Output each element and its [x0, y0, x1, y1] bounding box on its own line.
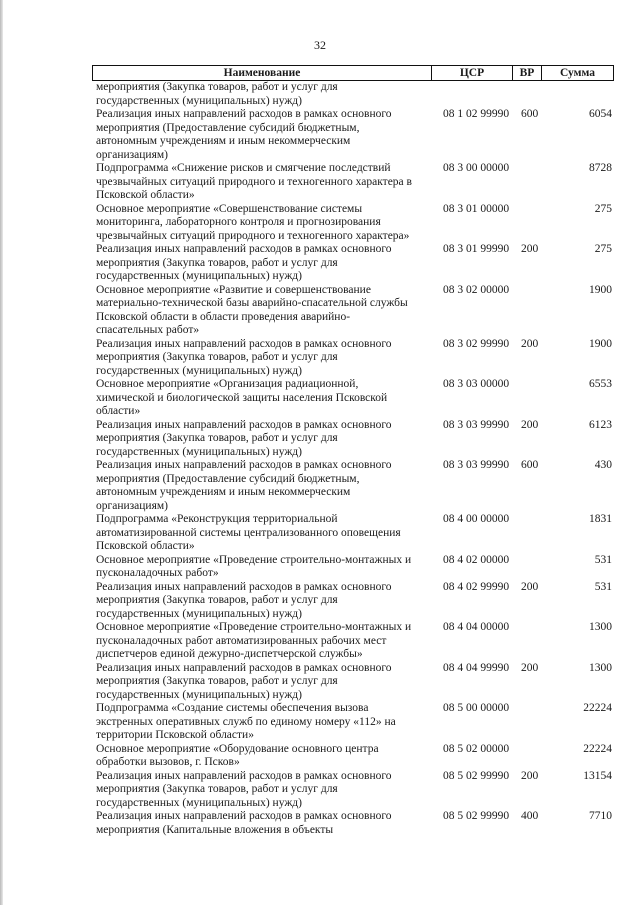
- cell-name: Основное мероприятие «Совершенствование системы мониторинга, лабораторного контроля и прогнозирования чрезвычайных ситуаций природного и техногенного характера»: [96, 202, 410, 242]
- cell-csr: 08 3 01 00000: [443, 202, 510, 215]
- table-row: [92, 743, 614, 770]
- cell-csr: 08 4 04 00000: [443, 621, 510, 633]
- cell-vr: 200: [521, 661, 539, 674]
- cell-name: Подпрограмма «Снижение рисков и смягчение последствий чрезвычайных ситуаций природного и техногенного характера в Псковской области»: [96, 162, 412, 201]
- cell-sum: 22224: [583, 702, 612, 714]
- table-row: [92, 554, 614, 581]
- cell-name: Подпрограмма «Создание системы обеспечения вызова экстренных оперативных служб по единому номеру «112» на территории Псковской области»: [96, 702, 396, 741]
- cell-name: Реализация иных направлений расходов в рамках основного мероприятия (Предоставление субсидий бюджетным, автономным учреждениям и иным некоммерческим организациям): [96, 459, 392, 512]
- cell-vr: 200: [521, 769, 539, 782]
- cell-csr: 08 1 02 99990: [443, 108, 510, 120]
- cell-sum: 22224: [583, 742, 612, 755]
- cell-name: Реализация иных направлений расходов в рамках основного мероприятия (Закупка товаров, работ и услуг для государственных (муниципальных) нужд): [96, 769, 392, 809]
- cell-sum: 6054: [589, 108, 612, 120]
- page-number: 32: [314, 38, 326, 52]
- cell-sum: 531: [594, 553, 612, 566]
- cell-csr: 08 3 02 00000: [443, 283, 510, 296]
- table-row: [92, 702, 614, 743]
- cell-name: Подпрограмма «Реконструкция территориальной автоматизированной системы централизованного оповещения Псковской области»: [96, 513, 401, 552]
- table-row: [92, 459, 614, 513]
- cell-csr: 08 3 01 99990: [443, 243, 510, 255]
- cell-csr: 08 5 02 00000: [443, 742, 510, 755]
- header-sum: Сумма: [560, 67, 595, 79]
- table-row: [92, 419, 614, 460]
- cell-vr: [521, 162, 555, 203]
- cell-csr: 08 5 02 99990: [443, 810, 510, 822]
- cell-name: Основное мероприятие «Оборудование основного центра обработки вызовов, г. Псков»: [96, 742, 379, 768]
- scan-edge-shadow: [0, 0, 3, 905]
- cell-sum: 13154: [583, 769, 612, 782]
- cell-vr: 200: [521, 418, 539, 431]
- cell-sum: 531: [594, 580, 612, 593]
- cell-sum: 6123: [589, 418, 612, 431]
- table-row: [92, 243, 614, 284]
- table-row: [92, 162, 614, 203]
- cell-vr: 200: [521, 337, 539, 350]
- cell-vr: [521, 513, 555, 554]
- cell-name: Основное мероприятие «Организация радиационной, химической и биологической защиты населения Псковской области»: [96, 378, 388, 417]
- cell-csr: 08 3 03 00000: [443, 378, 510, 390]
- table-header: [92, 65, 614, 81]
- cell-name: Реализация иных направлений расходов в рамках основного мероприятия (Капитальные вложения в объекты: [96, 810, 392, 836]
- table-row: [92, 581, 614, 622]
- cell-sum: 6553: [589, 378, 612, 390]
- cell-csr: 08 3 03 99990: [443, 418, 510, 431]
- cell-csr: 08 5 00 00000: [443, 702, 510, 714]
- cell-sum: 1900: [589, 283, 612, 296]
- cell-name: Реализация иных направлений расходов в рамках основного мероприятия (Закупка товаров, работ и услуг для государственных (муниципальных) нужд): [96, 580, 392, 620]
- cell-vr: [521, 284, 555, 338]
- cell-sum: 7710: [589, 810, 612, 822]
- cell-vr: [521, 554, 555, 581]
- cell-name: Основное мероприятие «Проведение строительно-монтажных и пусконаладочных работ автоматизированных рабочих мест диспетчеров единой дежурно-диспетчерской службы»: [96, 621, 412, 660]
- table-row: [92, 621, 614, 662]
- cell-csr: 08 4 00 00000: [443, 513, 510, 525]
- cell-name: Реализация иных направлений расходов в рамках основного мероприятия (Закупка товаров, работ и услуг для государственных (муниципальных) нужд): [96, 243, 392, 282]
- header-name: Наименование: [93, 66, 432, 80]
- cell-name: Основное мероприятие «Проведение строительно-монтажных и пусконаладочных работ»: [96, 553, 412, 579]
- cell-vr: [521, 621, 555, 662]
- cell-vr: [521, 203, 555, 244]
- table-row: [92, 810, 614, 837]
- header-vr: ВР: [513, 66, 542, 80]
- cell-vr: [521, 81, 555, 108]
- cell-sum: 1300: [589, 661, 612, 674]
- cell-vr: 200: [521, 580, 539, 593]
- cell-vr: 600: [521, 108, 539, 120]
- cell-vr: 400: [521, 810, 539, 822]
- cell-sum: 1900: [589, 337, 612, 350]
- cell-vr: [521, 378, 555, 419]
- table-row: [92, 338, 614, 379]
- cell-name: Реализация иных направлений расходов в рамках основного мероприятия (Предоставление субсидий бюджетным, автономным учреждениям и иным некоммерческим организациям): [96, 108, 392, 161]
- cell-sum: 430: [594, 459, 612, 471]
- table-row: [92, 378, 614, 419]
- cell-csr: 08 4 02 99990: [443, 580, 510, 593]
- cell-name: Реализация иных направлений расходов в рамках основного мероприятия (Закупка товаров, работ и услуг для государственных (муниципальных) нужд): [96, 337, 392, 377]
- cell-csr: 08 3 03 99990: [443, 459, 510, 471]
- cell-sum: 1831: [589, 513, 612, 525]
- cell-csr: 08 4 02 00000: [443, 553, 510, 566]
- cell-name: Реализация иных направлений расходов в рамках основного мероприятия (Закупка товаров, работ и услуг для государственных (муниципальных) нужд): [96, 661, 392, 701]
- header-csr: ЦСР: [432, 66, 513, 80]
- table-row: [92, 662, 614, 703]
- cell-csr: 08 3 02 99990: [443, 337, 510, 350]
- cell-sum: [555, 81, 614, 108]
- cell-vr: 200: [521, 243, 539, 255]
- budget-table: [92, 65, 614, 837]
- table-row: [92, 284, 614, 338]
- cell-csr: [443, 81, 521, 108]
- cell-csr: 08 3 00 00000: [443, 162, 510, 174]
- cell-csr: 08 4 04 99990: [443, 661, 510, 674]
- cell-vr: [521, 743, 555, 770]
- table-row: [92, 203, 614, 244]
- cell-vr: 600: [521, 459, 539, 471]
- table-row: [92, 770, 614, 811]
- cell-name: Основное мероприятие «Развитие и совершенствование материально-технической базы аварийно-спасательной службы Псковской области в области проведения аварийно- спасательных работ»: [96, 283, 408, 336]
- table-body: [92, 81, 614, 837]
- cell-name: Реализация иных направлений расходов в рамках основного мероприятия (Закупка товаров, работ и услуг для государственных (муниципальных) нужд): [96, 418, 392, 458]
- cell-sum: 275: [594, 243, 612, 255]
- cell-sum: 8728: [589, 162, 612, 174]
- table-row: [92, 513, 614, 554]
- cell-sum: 275: [594, 202, 612, 215]
- cell-name: мероприятия (Закупка товаров, работ и услуг для государственных (муниципальных) нужд): [96, 81, 338, 107]
- table-row: [92, 108, 614, 162]
- cell-sum: 1300: [589, 621, 612, 633]
- table-row: [92, 81, 614, 108]
- cell-csr: 08 5 02 99990: [443, 769, 510, 782]
- cell-vr: [521, 702, 555, 743]
